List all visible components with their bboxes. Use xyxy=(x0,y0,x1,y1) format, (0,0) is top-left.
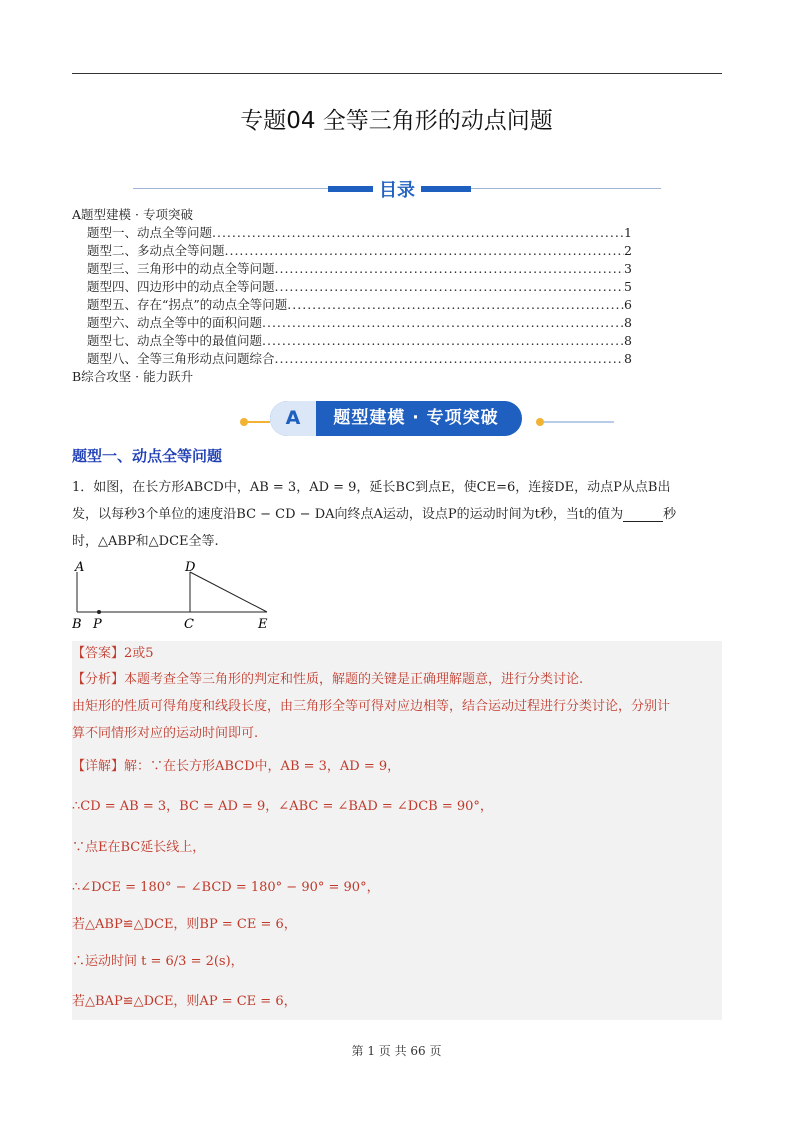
label-b: B xyxy=(72,617,82,632)
answer-line: 【答案】2或5 xyxy=(72,646,154,661)
banner-line-right xyxy=(544,421,614,423)
detail-line: 【详解】解：∵在长方形ABCD中，AB = 3，AD = 9， xyxy=(72,759,401,774)
problem-line-3: 时，△ABP和△DCE全等. xyxy=(72,534,219,549)
detail-line: ∵点E在BC延长线上， xyxy=(72,840,206,855)
detail-line: 若△BAP≌△DCE，则AP = CE = 6， xyxy=(72,994,297,1009)
label-e: E xyxy=(258,617,268,632)
toc-entry[interactable]: 题型六、动点全等中的面积问题 ..... 8 xyxy=(72,314,632,332)
toc-entry[interactable]: 题型八、全等三角形动点问题综合 ..... 8 xyxy=(72,350,632,368)
table-of-contents xyxy=(72,206,632,386)
toc-entry[interactable]: 题型七、动点全等中的最值问题 ..... 8 xyxy=(72,332,632,350)
answer-blank[interactable] xyxy=(623,507,663,522)
page-footer: 第 1 页 共 66 页 xyxy=(351,1044,442,1058)
header-rule xyxy=(72,73,722,74)
problem-line-2: 发，以每秒3个单位的速度沿BC − CD − DA向终点A运动，设点P的运动时间为t秒，当t的值为 秒 xyxy=(72,507,677,522)
section-banner xyxy=(240,401,620,437)
toc-entry[interactable]: 题型二、多动点全等问题 ..... 2 xyxy=(72,242,632,260)
analysis-line: 算不同情形对应的运动时间即可. xyxy=(72,726,259,741)
segment-de xyxy=(190,572,267,612)
detail-line: ∴∠DCE = 180° − ∠BCD = 180° − 90° = 90°， xyxy=(72,880,380,895)
analysis-line: 由矩形的性质可得角度和线段长度，由三角形全等可得对应边相等，结合运动过程进行分类讨论，分别计 xyxy=(72,699,671,714)
problem-text xyxy=(72,474,722,555)
banner-letter: A xyxy=(270,401,316,436)
banner-text: 题型建模 · 专项突破 xyxy=(333,408,499,428)
detail-line: 若△ABP≌△DCE，则BP = CE = 6， xyxy=(72,917,297,932)
label-d: D xyxy=(185,560,196,575)
toc-entry[interactable]: 题型五、存在“拐点”的动点全等问题 ..... 6 xyxy=(72,296,632,314)
toc-entry[interactable]: 题型三、三角形中的动点全等问题 ..... 3 xyxy=(72,260,632,278)
point-p xyxy=(97,610,101,614)
label-a: A xyxy=(75,560,85,575)
page-title: 专题04 全等三角形的动点问题 xyxy=(240,108,553,134)
label-p: P xyxy=(93,617,102,632)
label-c: C xyxy=(184,617,194,632)
banner-dot-right xyxy=(536,418,544,426)
question-type-heading: 题型一、动点全等问题 xyxy=(72,447,223,465)
toc-heading: 目录 xyxy=(379,180,415,201)
geometry-figure xyxy=(72,560,282,632)
toc-section-b[interactable]: B综合攻坚 · 能力跃升 xyxy=(72,369,194,384)
detail-line: ∴运动时间 t = 6/3 = 2(s)， xyxy=(72,954,244,969)
toc-entry[interactable]: 题型一、动点全等问题 ..... 1 xyxy=(72,224,632,242)
toc-banner xyxy=(133,176,661,200)
analysis-line: 【分析】本题考查全等三角形的判定和性质，解题的关键是正确理解题意，进行分类讨论. xyxy=(72,672,584,687)
problem-line-1: 1．如图，在长方形ABCD中，AB = 3，AD = 9，延长BC到点E，使CE=6，连接DE，动点P从点B出 xyxy=(72,480,671,495)
toc-entry[interactable]: 题型四、四边形中的动点全等问题 ..... 5 xyxy=(72,278,632,296)
toc-section-a[interactable]: A题型建模 · 专项突破 xyxy=(72,207,193,222)
detail-line: ∴CD = AB = 3，BC = AD = 9，∠ABC = ∠BAD = ∠DCB = 90°， xyxy=(72,799,493,814)
banner-dot-left xyxy=(240,418,248,426)
banner-line-left xyxy=(248,421,270,423)
